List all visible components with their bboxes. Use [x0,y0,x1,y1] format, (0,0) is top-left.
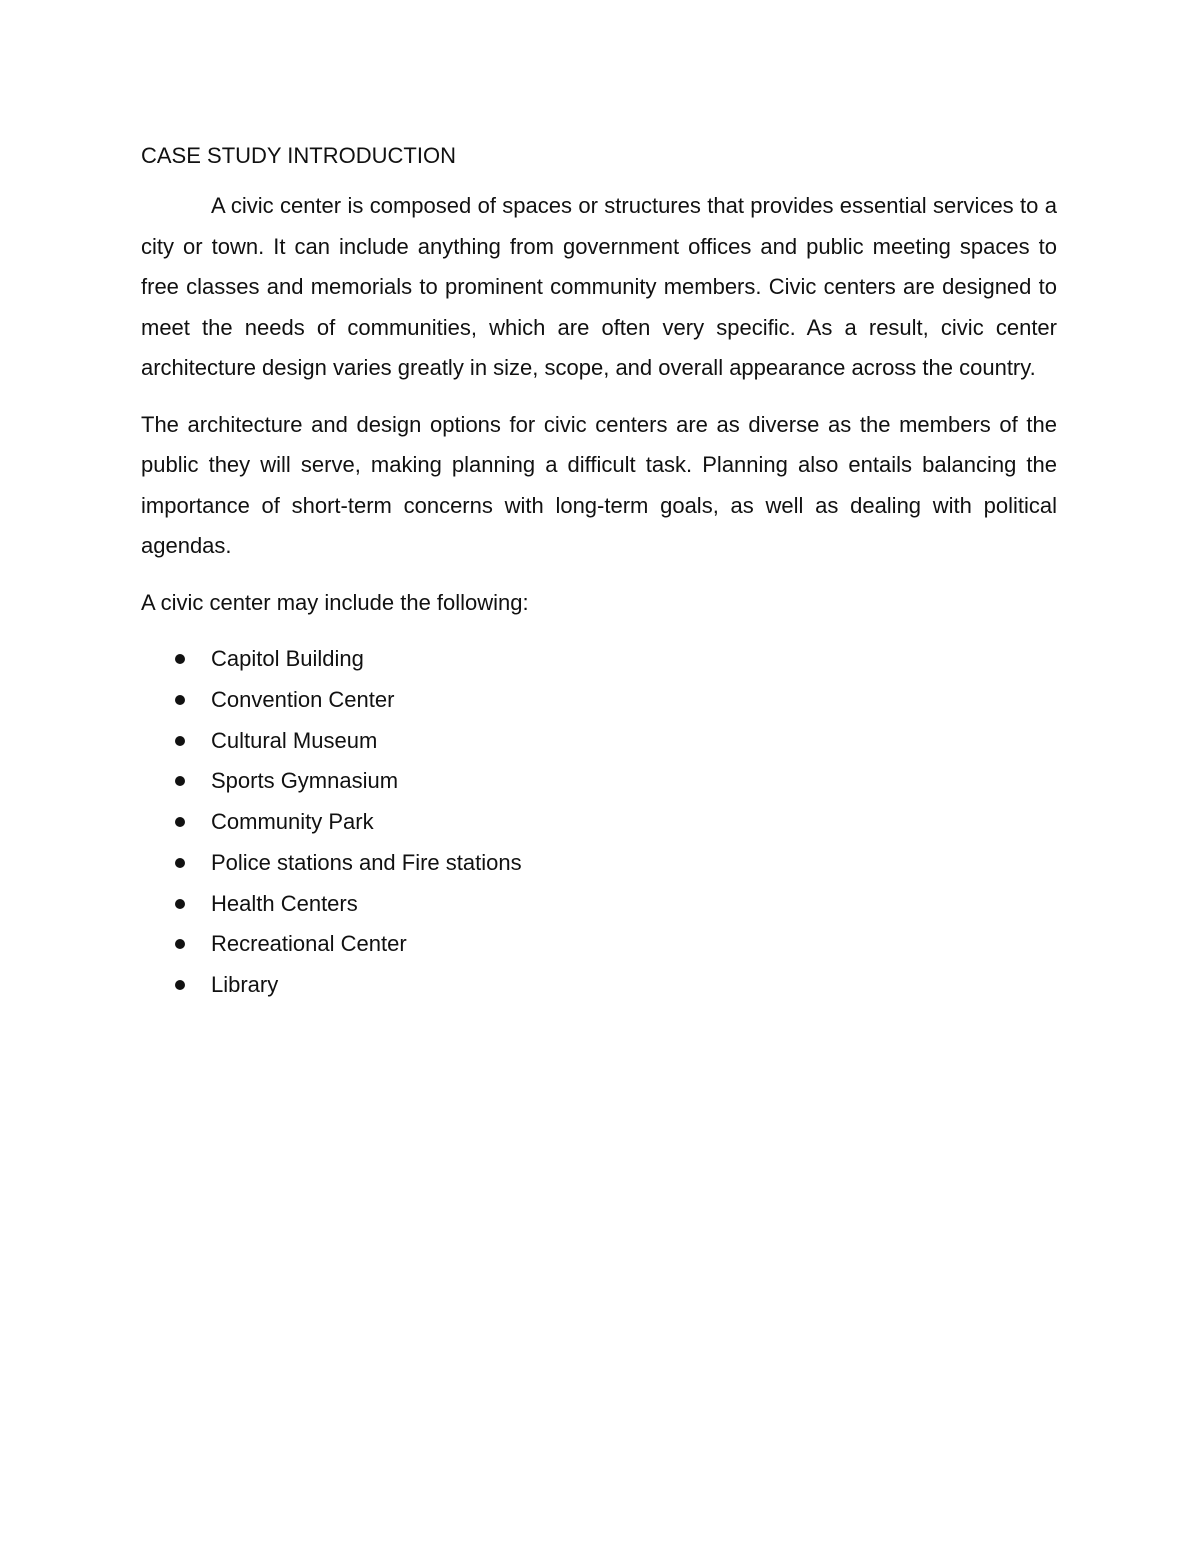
bullet-icon [175,899,185,909]
bullet-icon [175,654,185,664]
list-item [141,884,1057,925]
list-item-label: Library [211,972,279,997]
intro-paragraph: A civic center is composed of spaces or structures that provides essential services to a city or town. It can include anything from government offices and public meeting spaces to free classes and memorials to prominent community members. Civic centers are designed to meet the needs of communities, which are often very specific. As a result, civic center architecture design varies greatly in size, scope, and overall appearance across the country. [141,193,1057,380]
list-item [141,924,1057,965]
list-item [141,802,1057,843]
list-item-label: Cultural Museum [211,727,378,753]
list-item [141,680,1057,721]
list-item-label: Community Park [211,809,374,834]
list-item [141,843,1057,884]
list-item-label: Police stations and Fire stations [211,849,522,875]
list-item [141,721,1057,762]
bullet-icon [175,776,185,786]
list-intro-paragraph: A civic center may include the following: [141,589,529,615]
list-item [141,639,1057,680]
list-item-label: Capitol Building [211,646,364,671]
bullet-icon [175,939,185,949]
bullet-icon [175,695,185,705]
document-body [141,141,1057,1006]
list-item-label: Health Centers [211,890,358,916]
list-item-label: Convention Center [211,686,395,712]
facilities-list [141,639,1057,1006]
planning-paragraph: The architecture and design options for civic centers are as diverse as the members of the public they will serve, making planning a difficult task. Planning also entails balancing the importance of short-term concerns with long-term goals, as well as dealing with political agendas. [141,411,1057,558]
bullet-icon [175,817,185,827]
list-item [141,965,1057,1006]
document-heading: CASE STUDY INTRODUCTION [141,143,456,168]
bullet-icon [175,736,185,746]
list-item-label: Recreational Center [211,931,407,957]
bullet-icon [175,858,185,868]
bullet-icon [175,980,185,990]
list-item-label: Sports Gymnasium [211,768,399,794]
list-item [141,761,1057,802]
